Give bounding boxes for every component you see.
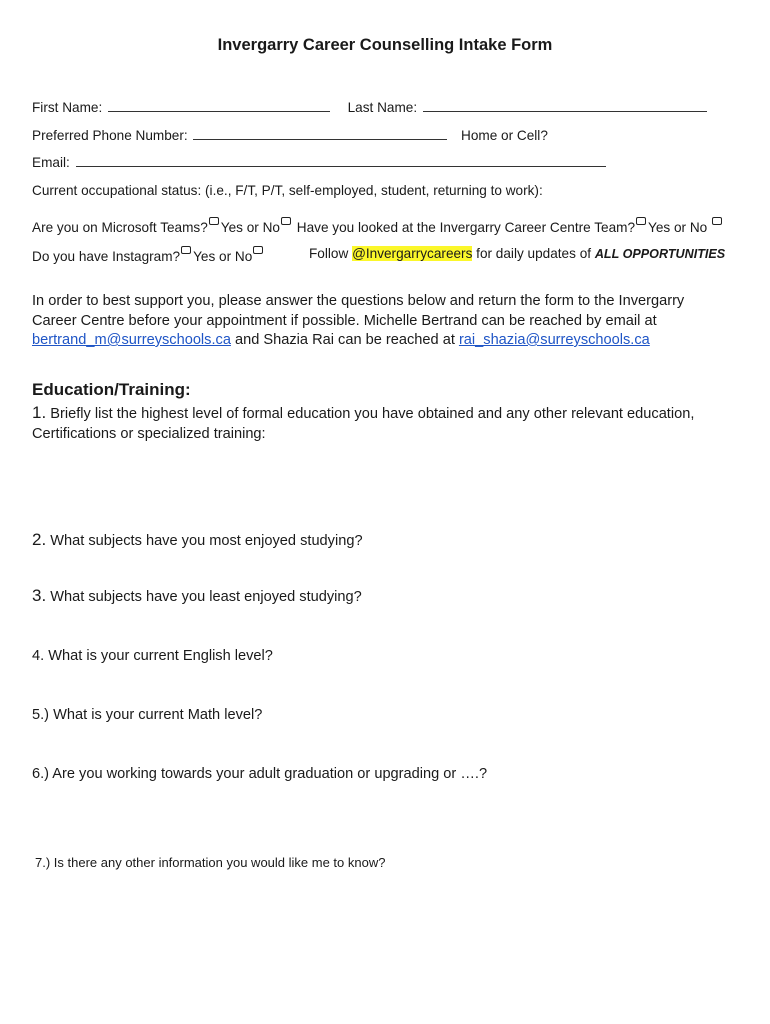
question-7: 7.) Is there any other information you would like me to know? [35, 855, 386, 870]
instagram-question: Do you have Instagram? [32, 249, 181, 264]
name-row [32, 100, 709, 115]
teams-yes-or-no: Yes or No [220, 220, 280, 235]
email-field[interactable] [76, 155, 606, 167]
last-name-label: Last Name: [347, 100, 418, 115]
q2-number: 2. [32, 530, 47, 549]
teams-row [32, 217, 724, 235]
instagram-checkbox-no[interactable] [253, 246, 263, 254]
question-2 [32, 530, 363, 550]
rai-email-link[interactable]: rai_shazia@surreyschools.ca [458, 332, 650, 348]
follow-middle: for daily updates of [472, 246, 595, 261]
phone-row [32, 128, 548, 143]
intro-text-1: In order to best support you, please answer the questions below and return the form to the Invergarry Career Centre before your appointment if possible. Michelle Bertrand can be reached by email at [32, 293, 685, 329]
team-yes-or-no: Yes or No [648, 220, 708, 235]
phone-field[interactable] [193, 128, 447, 140]
question-4: 4. What is your current English level? [32, 648, 273, 664]
page-title: Invergarry Career Counselling Intake Form [217, 36, 553, 54]
follow-emphasis: ALL OPPORTUNITIES [594, 247, 726, 261]
first-name-label: First Name: [32, 100, 103, 115]
instagram-handle: @Invergarrycareers [352, 246, 473, 261]
home-or-cell-label: Home or Cell? [461, 128, 548, 143]
education-heading: Education/Training: [32, 380, 191, 399]
intro-paragraph [32, 292, 732, 351]
question-1 [32, 403, 732, 444]
instagram-row [32, 246, 265, 264]
email-label: Email: [32, 155, 70, 170]
question-6: 6.) Are you working towards your adult graduation or upgrading or ….? [32, 766, 488, 782]
phone-label: Preferred Phone Number: [32, 128, 188, 143]
q3-text: What subjects have you least enjoyed studying? [46, 589, 362, 605]
q3-number: 3. [32, 586, 47, 605]
teams-checkbox-yes[interactable] [209, 217, 219, 225]
q2-text: What subjects have you most enjoyed studying? [46, 533, 363, 549]
teams-checkbox-no[interactable] [281, 217, 291, 225]
email-row [32, 155, 608, 170]
team-question: Have you looked at the Invergarry Career Centre Team? [296, 220, 636, 235]
question-3 [32, 586, 362, 606]
occupational-status-label: Current occupational status: (i.e., F/T, P/T, self-employed, student, returning to work): [32, 183, 543, 198]
team-checkbox-no[interactable] [712, 217, 722, 225]
instagram-checkbox-yes[interactable] [181, 246, 191, 254]
bertrand-email-link[interactable]: bertrand_m@surreyschools.ca [32, 332, 231, 348]
last-name-field[interactable] [423, 100, 707, 112]
team-checkbox-yes[interactable] [636, 217, 646, 225]
question-5: 5.) What is your current Math level? [32, 707, 263, 723]
q1-number: 1. [32, 403, 47, 422]
teams-question: Are you on Microsoft Teams? [32, 220, 208, 235]
instagram-yes-or-no: Yes or No [193, 249, 253, 264]
follow-prefix: Follow [309, 246, 353, 261]
first-name-field[interactable] [108, 100, 330, 112]
intro-text-2: and Shazia Rai can be reached at [230, 332, 459, 348]
follow-row [309, 246, 725, 261]
q1-text: Briefly list the highest level of formal education you have obtained and any other relevant education, Certifications or specialized training: [32, 406, 695, 442]
